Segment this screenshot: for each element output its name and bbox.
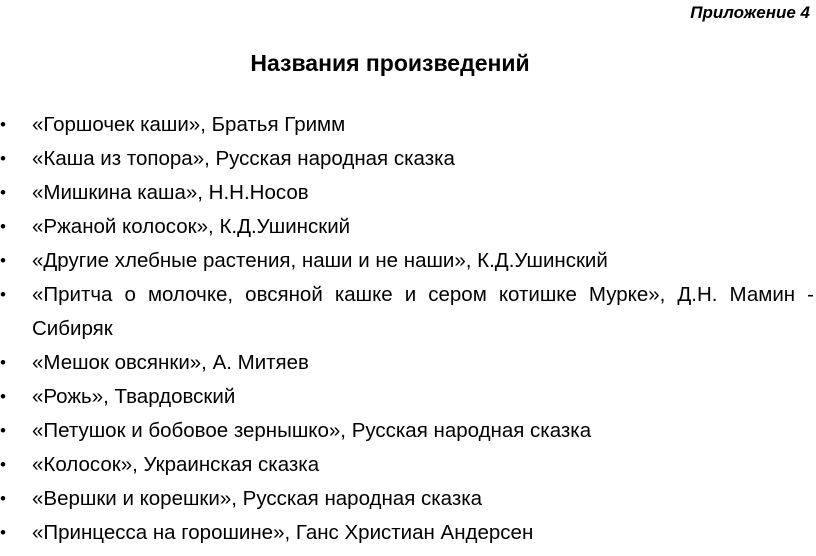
bullet-icon: • bbox=[0, 489, 6, 508]
list-item bbox=[0, 108, 816, 142]
work-title: «Рожь», Твардовский bbox=[32, 385, 236, 408]
work-title: «Мишкина каша», Н.Н.Носов bbox=[32, 181, 309, 204]
list-item bbox=[0, 414, 816, 448]
work-title: «Петушок и бобовое зернышко», Русская народная сказка bbox=[32, 419, 592, 442]
bullet-icon: • bbox=[0, 251, 6, 270]
bullet-icon: • bbox=[0, 217, 6, 236]
bullet-icon: • bbox=[0, 455, 6, 474]
bullet-icon: • bbox=[0, 353, 6, 372]
bullet-icon: • bbox=[0, 421, 6, 440]
work-title: «Вершки и корешки», Русская народная сказка bbox=[32, 487, 483, 510]
list-item bbox=[0, 244, 816, 278]
list-item bbox=[0, 142, 816, 176]
list-item bbox=[0, 380, 816, 414]
work-title: «Колосок», Украинская сказка bbox=[32, 453, 320, 476]
work-title: «Ржаной колосок», К.Д.Ушинский bbox=[32, 215, 351, 238]
bullet-icon: • bbox=[0, 523, 6, 542]
work-title: «Мешок овсянки», А. Митяев bbox=[32, 351, 309, 374]
list-item bbox=[0, 346, 816, 380]
list-item bbox=[0, 176, 816, 210]
work-title: «Другие хлебные растения, наши и не наши», К.Д.Ушинский bbox=[32, 249, 608, 272]
list-item bbox=[0, 278, 816, 346]
works-list bbox=[0, 108, 816, 550]
appendix-label: Приложение 4 bbox=[690, 3, 810, 22]
work-title: «Горшочек каши», Братья Гримм bbox=[32, 113, 346, 136]
page-title: Названия произведений bbox=[250, 50, 530, 76]
work-title: «Принцесса на горошине», Ганс Христиан Андерсен bbox=[32, 521, 534, 544]
list-item bbox=[0, 448, 816, 482]
list-item bbox=[0, 482, 816, 516]
work-title: «Притча о молочке, овсяной кашке и сером котишке Мурке», Д.Н. Мамин - Сибиряк bbox=[32, 283, 814, 340]
bullet-icon: • bbox=[0, 387, 6, 406]
bullet-icon: • bbox=[0, 115, 6, 134]
bullet-icon: • bbox=[0, 149, 6, 168]
bullet-icon: • bbox=[0, 183, 6, 202]
work-title: «Каша из топора», Русская народная сказка bbox=[32, 147, 455, 170]
list-item bbox=[0, 210, 816, 244]
list-item bbox=[0, 516, 816, 550]
bullet-icon: • bbox=[0, 285, 6, 304]
